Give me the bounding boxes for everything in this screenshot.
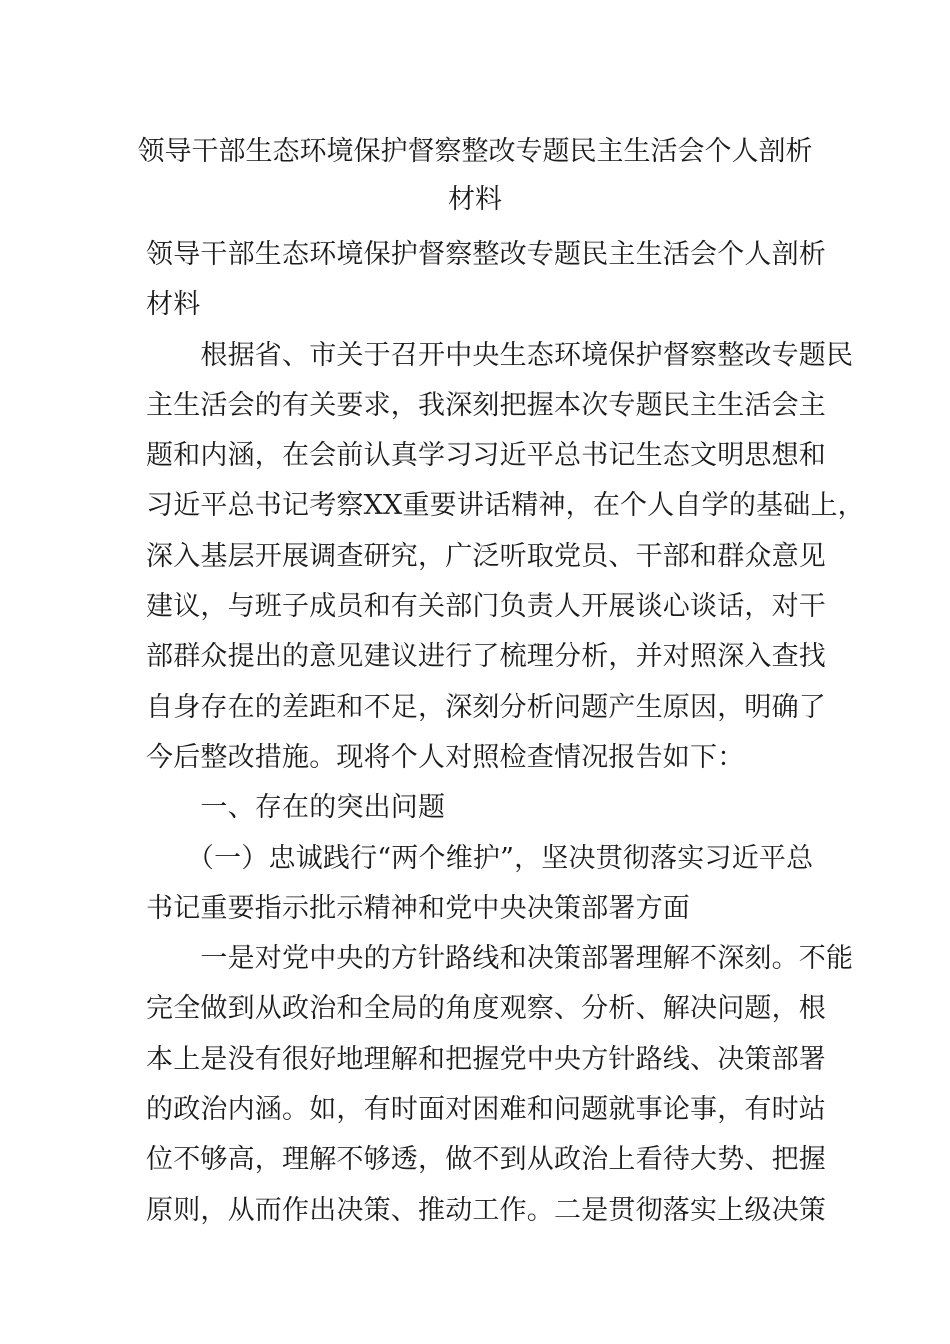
- body-line: 题和内涵，在会前认真学习习近平总书记生态文明思想和: [146, 440, 826, 472]
- body-line: 材料: [146, 289, 201, 321]
- title-line-2: 材料: [448, 184, 502, 215]
- subsection-heading: （一）忠诚践行“两个维护”，坚决贯彻落实习近平总: [146, 842, 814, 874]
- body-line: 的政治内涵。如，有时面对困难和问题就事论事，有时站: [146, 1094, 826, 1126]
- body-line: 自身存在的差距和不足，深刻分析问题产生原因，明确了: [146, 691, 826, 723]
- section-heading: 一、存在的突出问题: [146, 792, 446, 824]
- body-line: 习近平总书记考察XX重要讲话精神，在个人自学的基础上，: [146, 490, 865, 522]
- body-line: 原则，从而作出决策、推动工作。二是贯彻落实上级决策: [146, 1194, 826, 1226]
- body-line: 位不够高，理解不够透，做不到从政治上看待大势、把握: [146, 1144, 826, 1176]
- body-line: 建议，与班子成员和有关部门负责人开展谈心谈话，对干: [146, 591, 826, 623]
- body-line: 完全做到从政治和全局的角度观察、分析、解决问题，根: [146, 993, 826, 1025]
- document-title: [0, 128, 950, 224]
- body-line: 本上是没有很好地理解和把握党中央方针路线、决策部署: [146, 1043, 826, 1075]
- body-line: 领导干部生态环境保护督察整改专题民主生活会个人剖析: [146, 239, 826, 270]
- body-line: 今后整改措施。现将个人对照检查情况报告如下：: [146, 741, 745, 773]
- body-line: 一是对党中央的方针路线和决策部署理解不深刻。不能: [146, 943, 854, 975]
- body-line: 深入基层开展调查研究，广泛听取党员、干部和群众意见: [146, 540, 826, 572]
- document-body: [146, 230, 865, 1236]
- body-line: 主生活会的有关要求，我深刻把握本次专题民主生活会主: [146, 389, 826, 421]
- subsection-heading: 书记重要指示批示精神和党中央决策部署方面: [146, 892, 690, 924]
- body-line: 根据省、市关于召开中央生态环境保护督察整改专题民: [146, 339, 854, 371]
- body-line: 部群众提出的意见建议进行了梳理分析，并对照深入查找: [146, 641, 826, 673]
- title-line-1: 领导干部生态环境保护督察整改专题民主生活会个人剖析: [137, 136, 813, 167]
